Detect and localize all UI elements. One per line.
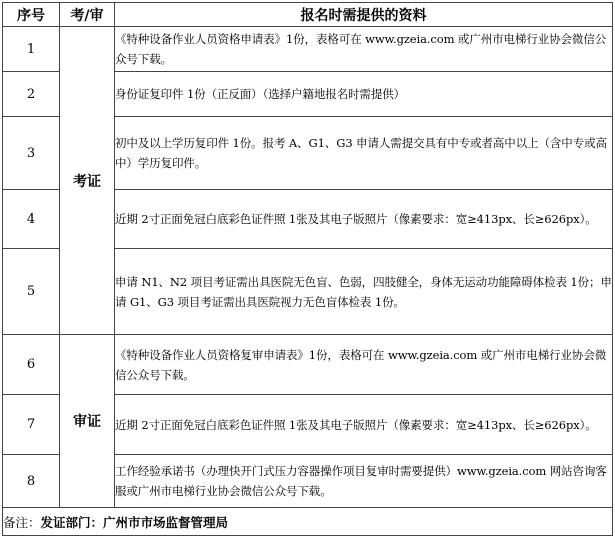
row-material-text: 《特种设备作业人员资格申请表》1份，表格可在 www.gzeia.com 或广州市电梯行业协会微信公众号下载。 — [115, 27, 613, 72]
header-exam-review: 考/审 — [60, 3, 115, 27]
row-material-text: 工作经验承诺书（办理快开门式压力容器操作项目复审时需要提供）www.gzeia.com 网站咨询客服或广州市电梯行业协会微信公众号下载。 — [115, 455, 613, 508]
row-material-text: 申请 N1、N2 项目考证需出具医院无色盲、色弱，四肢健全，身体无运动功能障碍体检表 1份；申请 G1、G3 项目考证需出具医院视力无色盲体检表 1份。 — [115, 249, 613, 335]
row-material-text: 近期 2寸正面免冠白底彩色证件照 1张及其电子版照片（像素要求：宽≥413px、长≥626px）。 — [115, 190, 613, 249]
row-material-text: 《特种设备作业人员资格复审申请表》1份，表格可在 www.gzeia.com 或广州市电梯行业协会微信公众号下载。 — [115, 335, 613, 395]
row-material-text: 身份证复印件 1份（正反面）（选择户籍地报名时需提供） — [115, 72, 613, 117]
row-number: 8 — [3, 455, 60, 508]
row-number: 1 — [3, 27, 60, 72]
row-number: 5 — [3, 249, 60, 335]
row-material-text: 初中及以上学历复印件 1份。报考 A、G1、G3 申请人需提交具有中专或者高中以上（含中专或高中）学历复印件。 — [115, 117, 613, 190]
row-number: 7 — [3, 395, 60, 455]
note-cell — [3, 508, 613, 536]
header-serial-number: 序号 — [3, 3, 60, 27]
row-material-text: 近期 2寸正面免冠白底彩色证件照 1张及其电子版照片（像素要求：宽≥413px、长≥626px）。 — [115, 395, 613, 455]
requirements-table — [2, 2, 613, 536]
note-prefix: 备注： — [3, 514, 41, 530]
header-row — [3, 3, 613, 27]
header-required-materials: 报名时需提供的资料 — [115, 3, 613, 27]
row-number: 2 — [3, 72, 60, 117]
note-row — [3, 508, 613, 536]
group-label-review: 审证 — [60, 335, 115, 508]
group-label-exam: 考证 — [60, 27, 115, 335]
table-row — [3, 27, 613, 72]
row-number: 3 — [3, 117, 60, 190]
issuing-department: 发证部门：广州市市场监督管理局 — [40, 514, 229, 530]
row-number: 6 — [3, 335, 60, 395]
row-number: 4 — [3, 190, 60, 249]
table-row — [3, 335, 613, 395]
